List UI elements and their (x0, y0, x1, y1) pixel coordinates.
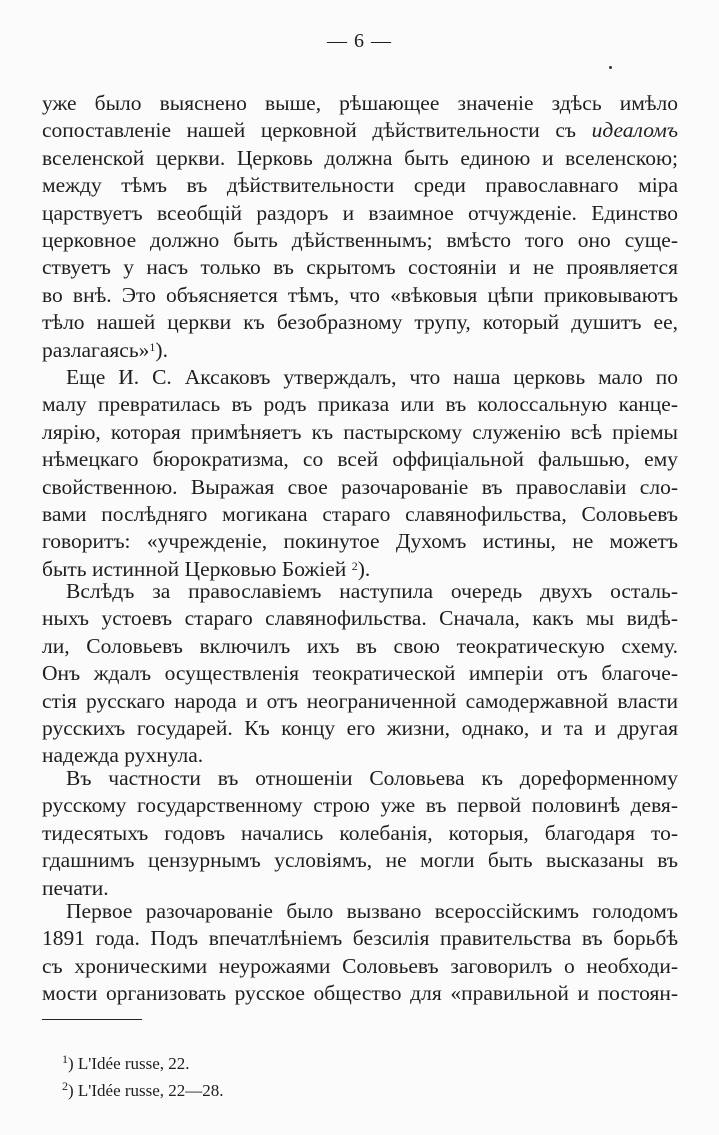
text-line: между тѣмъ въ дѣйствительности среди православнаго мiра (42, 173, 678, 198)
page-number: — 6 — (327, 30, 392, 52)
text-line: тѣло нашей церкви къ безобразному трупу, который душитъ ее, (42, 310, 678, 335)
paragraph-2 (42, 364, 678, 583)
text-line: Еще И. С. Аксаковъ утверждалъ, что наша церковь мало по (66, 365, 678, 389)
paragraph-5 (42, 898, 678, 1008)
footnote-divider (42, 1019, 142, 1020)
text-line: малу превратилась въ родъ приказа или въ колоссальную канце- (42, 392, 678, 417)
print-speck (609, 66, 612, 69)
text-line: 1891 года. Подъ впечатлѣнiемъ безсилiя правительства въ борьбѣ (42, 926, 678, 951)
footnote-ref: 2 (351, 558, 358, 573)
text-line: русскихъ государей. Къ концу его жизни, однако, и та и другая (42, 715, 678, 740)
footnote-ref: 1 (149, 339, 156, 354)
text-line: царствуетъ всеобщiй раздоръ и взаимное отчужденiе. Единство (42, 200, 678, 225)
text-line: церковное должно быть дѣйственнымъ; вмѣсто того оно суще- (42, 227, 678, 252)
text-line: нѣмецкаго бюрократизма, со всей оффицiальной фальшью, ему (42, 447, 678, 472)
text-line: печати. (42, 875, 109, 900)
paragraph-3 (42, 578, 678, 770)
text-line: стiя русскаго народа и отъ неограниченной самодержавной власти (42, 688, 678, 713)
text-line: свойственною. Выражая свое разочарованiе въ православiи сло- (42, 474, 678, 499)
text-line: сопоставленiе нашей церковной дѣйствительности съ идеаломъ (42, 118, 679, 143)
text-line: ли, Соловьевъ включилъ ихъ въ свою теократическую схему. (42, 633, 678, 658)
text-line: ствуетъ у насъ только въ скрытомъ состоянiи и не проявляется (42, 255, 678, 280)
emphasis-word: идеаломъ (591, 118, 679, 143)
text-line: вселенской церкви. Церковь должна быть единою и вселенскою; (42, 145, 678, 170)
text-line: гдашнимъ цензурнымъ условiямъ, не могли быть высказаны въ (42, 848, 678, 873)
text-line: быть истинной Церковью Божiей $^2$). (42, 556, 371, 581)
text-line: говоритъ: «учрежденiе, покинутое Духомъ истины, не можетъ (42, 529, 678, 554)
text-line: надежда рухнула. (42, 743, 204, 768)
text-line: русскому государственному строю уже въ первой половинѣ девя- (42, 793, 678, 818)
footnotes (62, 1050, 224, 1104)
footnote-2: $^2$) L'Idée russe, 22—28. (62, 1079, 224, 1100)
text-line: вами послѣдняго могикана стараго славянофильства, Соловьевъ (42, 501, 678, 526)
text-line: разлагаясь»$^1$). (42, 337, 168, 362)
text-line: лярiю, которая примѣняетъ къ пастырскому служенiю всѣ прiемы (42, 419, 678, 444)
footnote-1: $^1$) L'Idée russe, 22. (62, 1052, 190, 1073)
text-line: во внѣ. Это объясняется тѣмъ, что «вѣковыя цѣпи приковываютъ (42, 282, 678, 307)
text-line: тидесятыхъ годовъ начались колебанiя, которыя, благодаря то- (42, 820, 678, 845)
text-line: Вслѣдъ за православiемъ наступила очередь двухъ осталь- (66, 579, 678, 603)
text-line: Онъ ждалъ осуществленiя теократической имперiи отъ благоче- (42, 661, 678, 686)
text-line: мости организовать русское общество для «правильной и постоян- (42, 981, 678, 1006)
text-line: Первое разочарованiе было вызвано всероссiйскимъ голодомъ (66, 899, 678, 923)
text-line: ныхъ устоевъ стараго славянофильства. Сначала, какъ мы видѣ- (42, 606, 678, 631)
text-line: съ хроническими неурожаями Соловьевъ заговорилъ о необходи- (42, 953, 678, 978)
text-line: уже было выяснено выше, рѣшающее значенiе здѣсь имѣло (42, 91, 678, 115)
text-line: Въ частности въ отношенiи Соловьева къ дореформенному (66, 766, 678, 790)
paragraph-4 (42, 765, 678, 902)
paragraph-1 (42, 90, 678, 364)
